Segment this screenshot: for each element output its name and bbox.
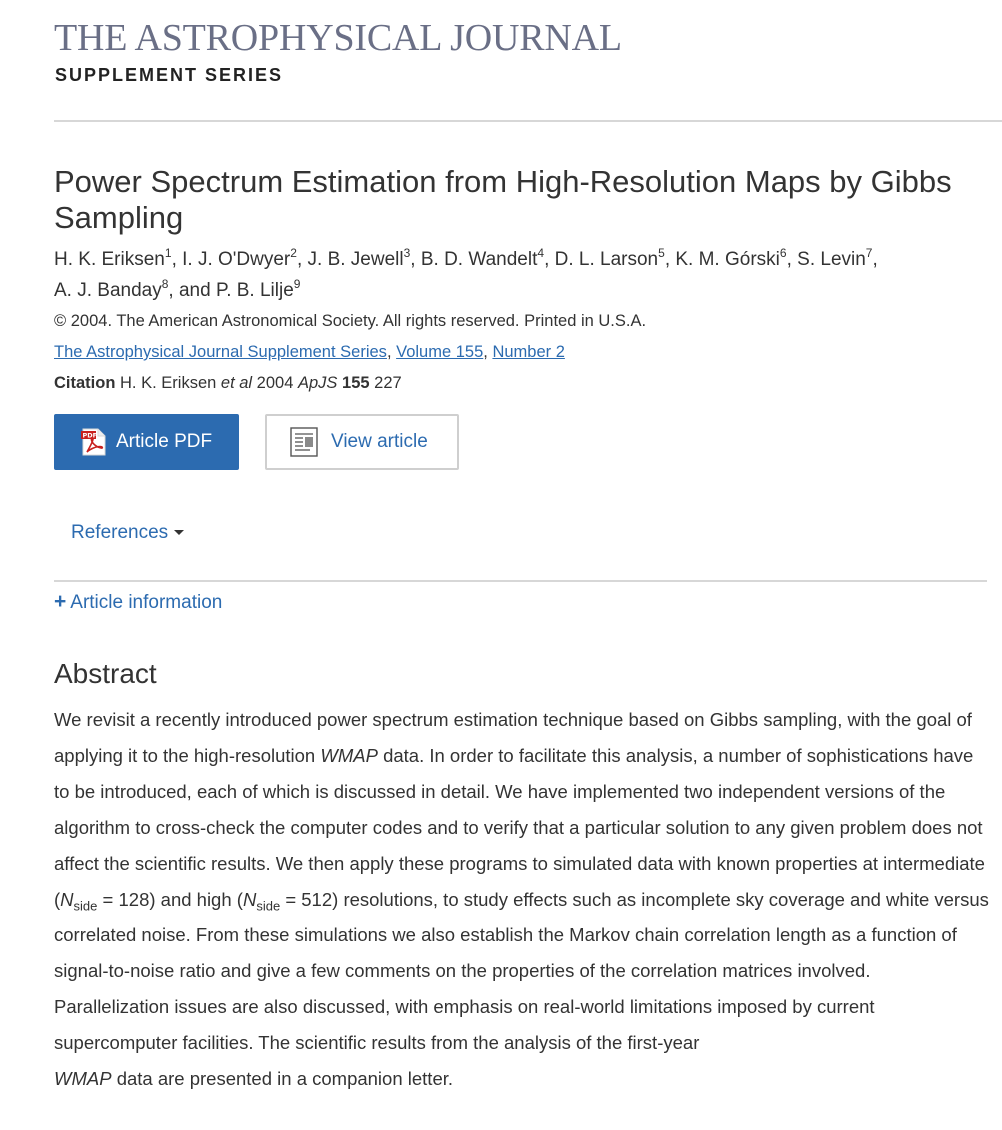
abstract-nside-symbol: N [60, 888, 74, 910]
author-name: P. B. Lilje [215, 280, 294, 301]
article-title: Power Spectrum Estimation from High-Resolution Maps by Gibbs Sampling [54, 164, 952, 235]
header-divider [54, 120, 1002, 122]
article-pdf-button[interactable] [54, 414, 239, 470]
citation-journal: ApJS [297, 374, 338, 392]
author-name: B. D. Wandelt [420, 249, 538, 270]
author-separator: , [296, 249, 308, 270]
abstract-segment: data. In order to facilitate this analysis, a number of sophistications have to be introduced, each of which is discussed in detail. We have implemented two independent versions of the algorithm to cross-check the computer codes and to verify that a particular solution to any given problem does not affect the scientific results. We then apply these programs to simulated data with known properties at intermediate ( [54, 744, 985, 910]
author-affiliation: 3 [403, 245, 411, 260]
copyright-notice: © 2004. The American Astronomical Society. All rights reserved. Printed in U.S.A. [54, 312, 647, 330]
journal-subtitle[interactable]: SUPPLEMENT SERIES [55, 65, 284, 85]
view-article-button[interactable] [265, 414, 459, 470]
link-separator: , [386, 343, 397, 361]
section-divider [54, 580, 987, 582]
journal-title[interactable]: THE ASTROPHYSICAL JOURNAL [54, 17, 622, 59]
abstract-nside-subscript: side [73, 898, 98, 914]
citation-year: 2004 [256, 374, 294, 392]
author-name: H. K. Eriksen [54, 249, 165, 270]
author-separator: , and [168, 280, 216, 301]
author-name: I. J. O'Dwyer [182, 249, 291, 270]
author-affiliation: 5 [658, 245, 665, 260]
author-affiliation: 2 [290, 245, 297, 260]
article-information-label: Article information [70, 592, 223, 613]
abstract-nside-symbol: N [242, 888, 257, 910]
abstract-segment: We revisit a recently introduced power spectrum estimation technique based on Gibbs sampling, with the goal of applying it to the high-resolution [54, 709, 972, 766]
author-affiliation: 4 [537, 245, 545, 260]
author-name: J. B. Jewell [307, 249, 404, 270]
author-name: S. Levin [797, 249, 866, 270]
references-dropdown[interactable] [71, 520, 184, 546]
author-name: K. M. Górski [675, 249, 780, 270]
plus-icon: + [54, 590, 67, 613]
pdf-icon [81, 428, 107, 456]
author-name: A. J. Banday [54, 280, 162, 301]
author-separator: , [786, 249, 798, 270]
abstract-segment: data are presented in a companion letter. [111, 1068, 454, 1090]
author-separator: , [664, 249, 676, 270]
author-separator: , [171, 249, 183, 270]
author-affiliation: 6 [779, 245, 787, 260]
author-affiliation: 8 [161, 276, 169, 291]
abstract-wmap: WMAP [320, 744, 378, 766]
volume-link[interactable]: Volume 155 [396, 343, 484, 361]
author-name: D. L. Larson [554, 249, 659, 270]
journal-link[interactable]: The Astrophysical Journal Supplement Series [54, 343, 387, 361]
citation-page: 227 [374, 374, 402, 392]
caret-down-icon [174, 530, 184, 535]
author-separator: , [410, 249, 421, 270]
number-link[interactable]: Number 2 [492, 343, 565, 361]
citation-etal: et al [220, 374, 253, 392]
author-separator: , [872, 249, 878, 270]
document-icon [289, 427, 319, 457]
abstract-segment: = 128) and high ( [97, 888, 243, 910]
abstract-wmap: WMAP [54, 1068, 112, 1090]
journal-links [54, 341, 565, 363]
link-separator: , [483, 343, 493, 361]
citation-label: Citation [54, 374, 116, 392]
author-affiliation: 1 [164, 245, 172, 260]
abstract-heading: Abstract [54, 658, 157, 689]
abstract-segment: = 512) resolutions, to study effects such as incomplete sky coverage and white versus correlated noise. From these simulations we also establish the Markov chain correlation length as a function of signal-to-noise ratio and give a few comments on the properties of the correlation matrices involved. Parallelization issues are also discussed, with emphasis on real-world limitations imposed by current supercomputer facilities. The scientific results from the analysis of the first-year [54, 888, 989, 1054]
svg-text:PDF: PDF [82, 431, 98, 440]
view-article-label: View article [331, 431, 428, 452]
author-list [54, 244, 984, 306]
article-information-toggle[interactable] [54, 589, 222, 616]
abstract-nside-subscript: side [256, 898, 281, 914]
citation [54, 372, 402, 394]
citation-volume: 155 [342, 374, 370, 392]
author-affiliation: 9 [293, 276, 301, 291]
references-label: References [71, 522, 169, 543]
citation-authors: H. K. Eriksen [120, 374, 217, 392]
author-separator: , [544, 249, 555, 270]
abstract-text [54, 702, 989, 1097]
author-affiliation: 7 [865, 245, 873, 260]
article-pdf-label: Article PDF [116, 431, 213, 452]
